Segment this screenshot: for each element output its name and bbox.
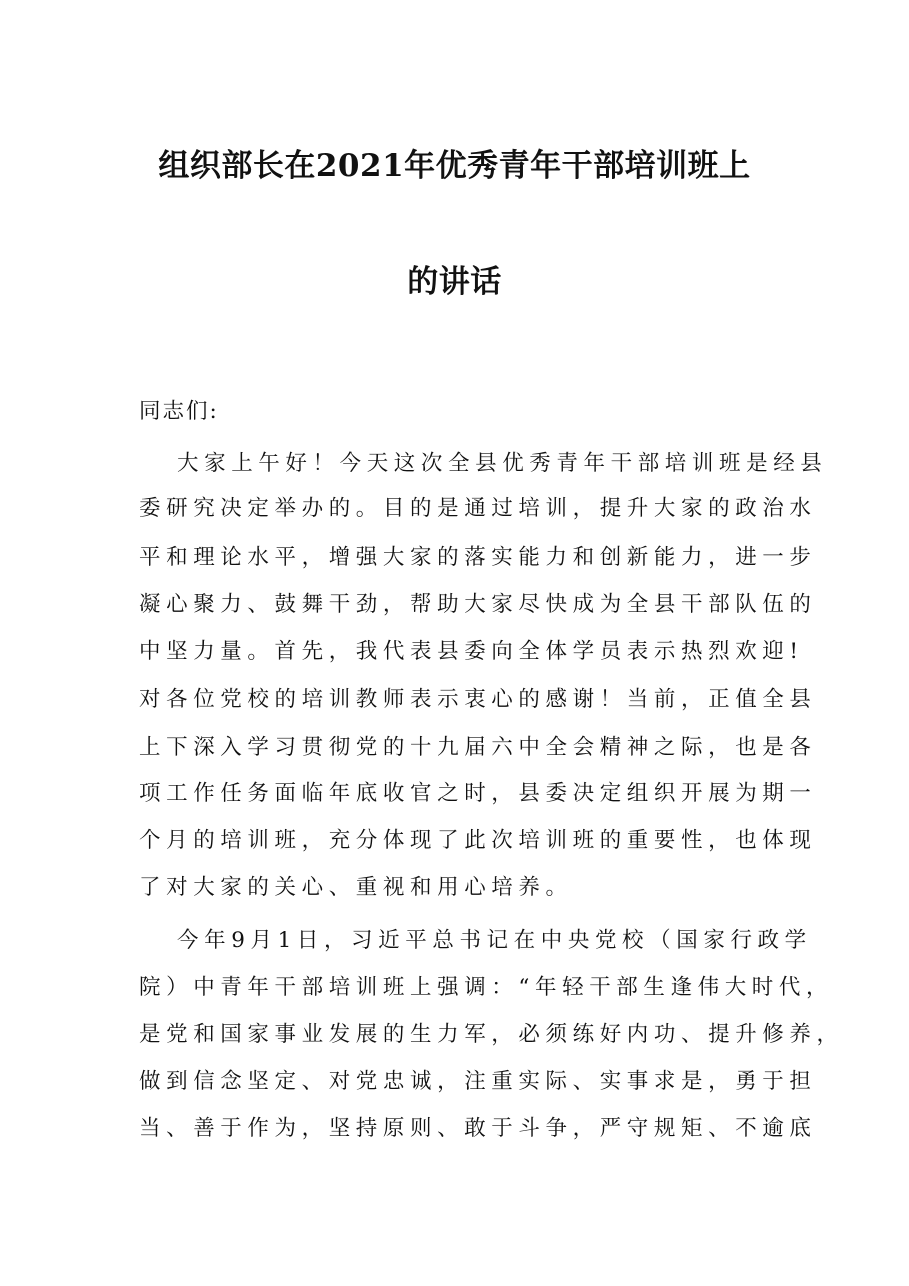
body-line: 委研究决定举办的。目的是通过培训，提升大家的政治水 — [139, 496, 817, 521]
body-line: 做到信念坚定、对党忠诚，注重实际、实事求是，勇于担 — [139, 1069, 817, 1094]
body-line: 凝心聚力、鼓舞干劲，帮助大家尽快成为全县干部队伍的 — [139, 592, 817, 617]
document-title-line-2: 的讲话 — [407, 264, 502, 300]
body-line: 院）中青年干部培训班上强调：“年轻干部生逢伟大时代， — [139, 975, 834, 1000]
salutation: 同志们: — [139, 399, 219, 424]
body-line: 对各位党校的培训教师表示衷心的感谢！当前，正值全县 — [139, 687, 817, 712]
body-line: 是党和国家事业发展的生力军，必须练好内功、提升修养， — [139, 1022, 844, 1047]
body-line: 中坚力量。首先，我代表县委向全体学员表示热烈欢迎! — [139, 639, 804, 664]
document-title-line-1: 组织部长在2021年优秀青年干部培训班上 — [158, 148, 751, 184]
body-line: 今年9月1日，习近平总书记在中央党校（国家行政学 — [177, 928, 812, 953]
body-line: 大家上午好！今天这次全县优秀青年干部培训班是经县 — [177, 451, 828, 476]
body-line: 上下深入学习贯彻党的十九届六中全会精神之际，也是各 — [139, 735, 817, 760]
body-line: 个月的培训班，充分体现了此次培训班的重要性，也体现 — [139, 828, 817, 853]
body-line: 项工作任务面临年底收官之时，县委决定组织开展为期一 — [139, 781, 817, 806]
body-line: 当、善于作为，坚持原则、敢于斗争，严守规矩、不逾底 — [139, 1116, 817, 1141]
body-line: 了对大家的关心、重视和用心培养。 — [139, 875, 573, 900]
body-line: 平和理论水平，增强大家的落实能力和创新能力，进一步 — [139, 545, 817, 570]
